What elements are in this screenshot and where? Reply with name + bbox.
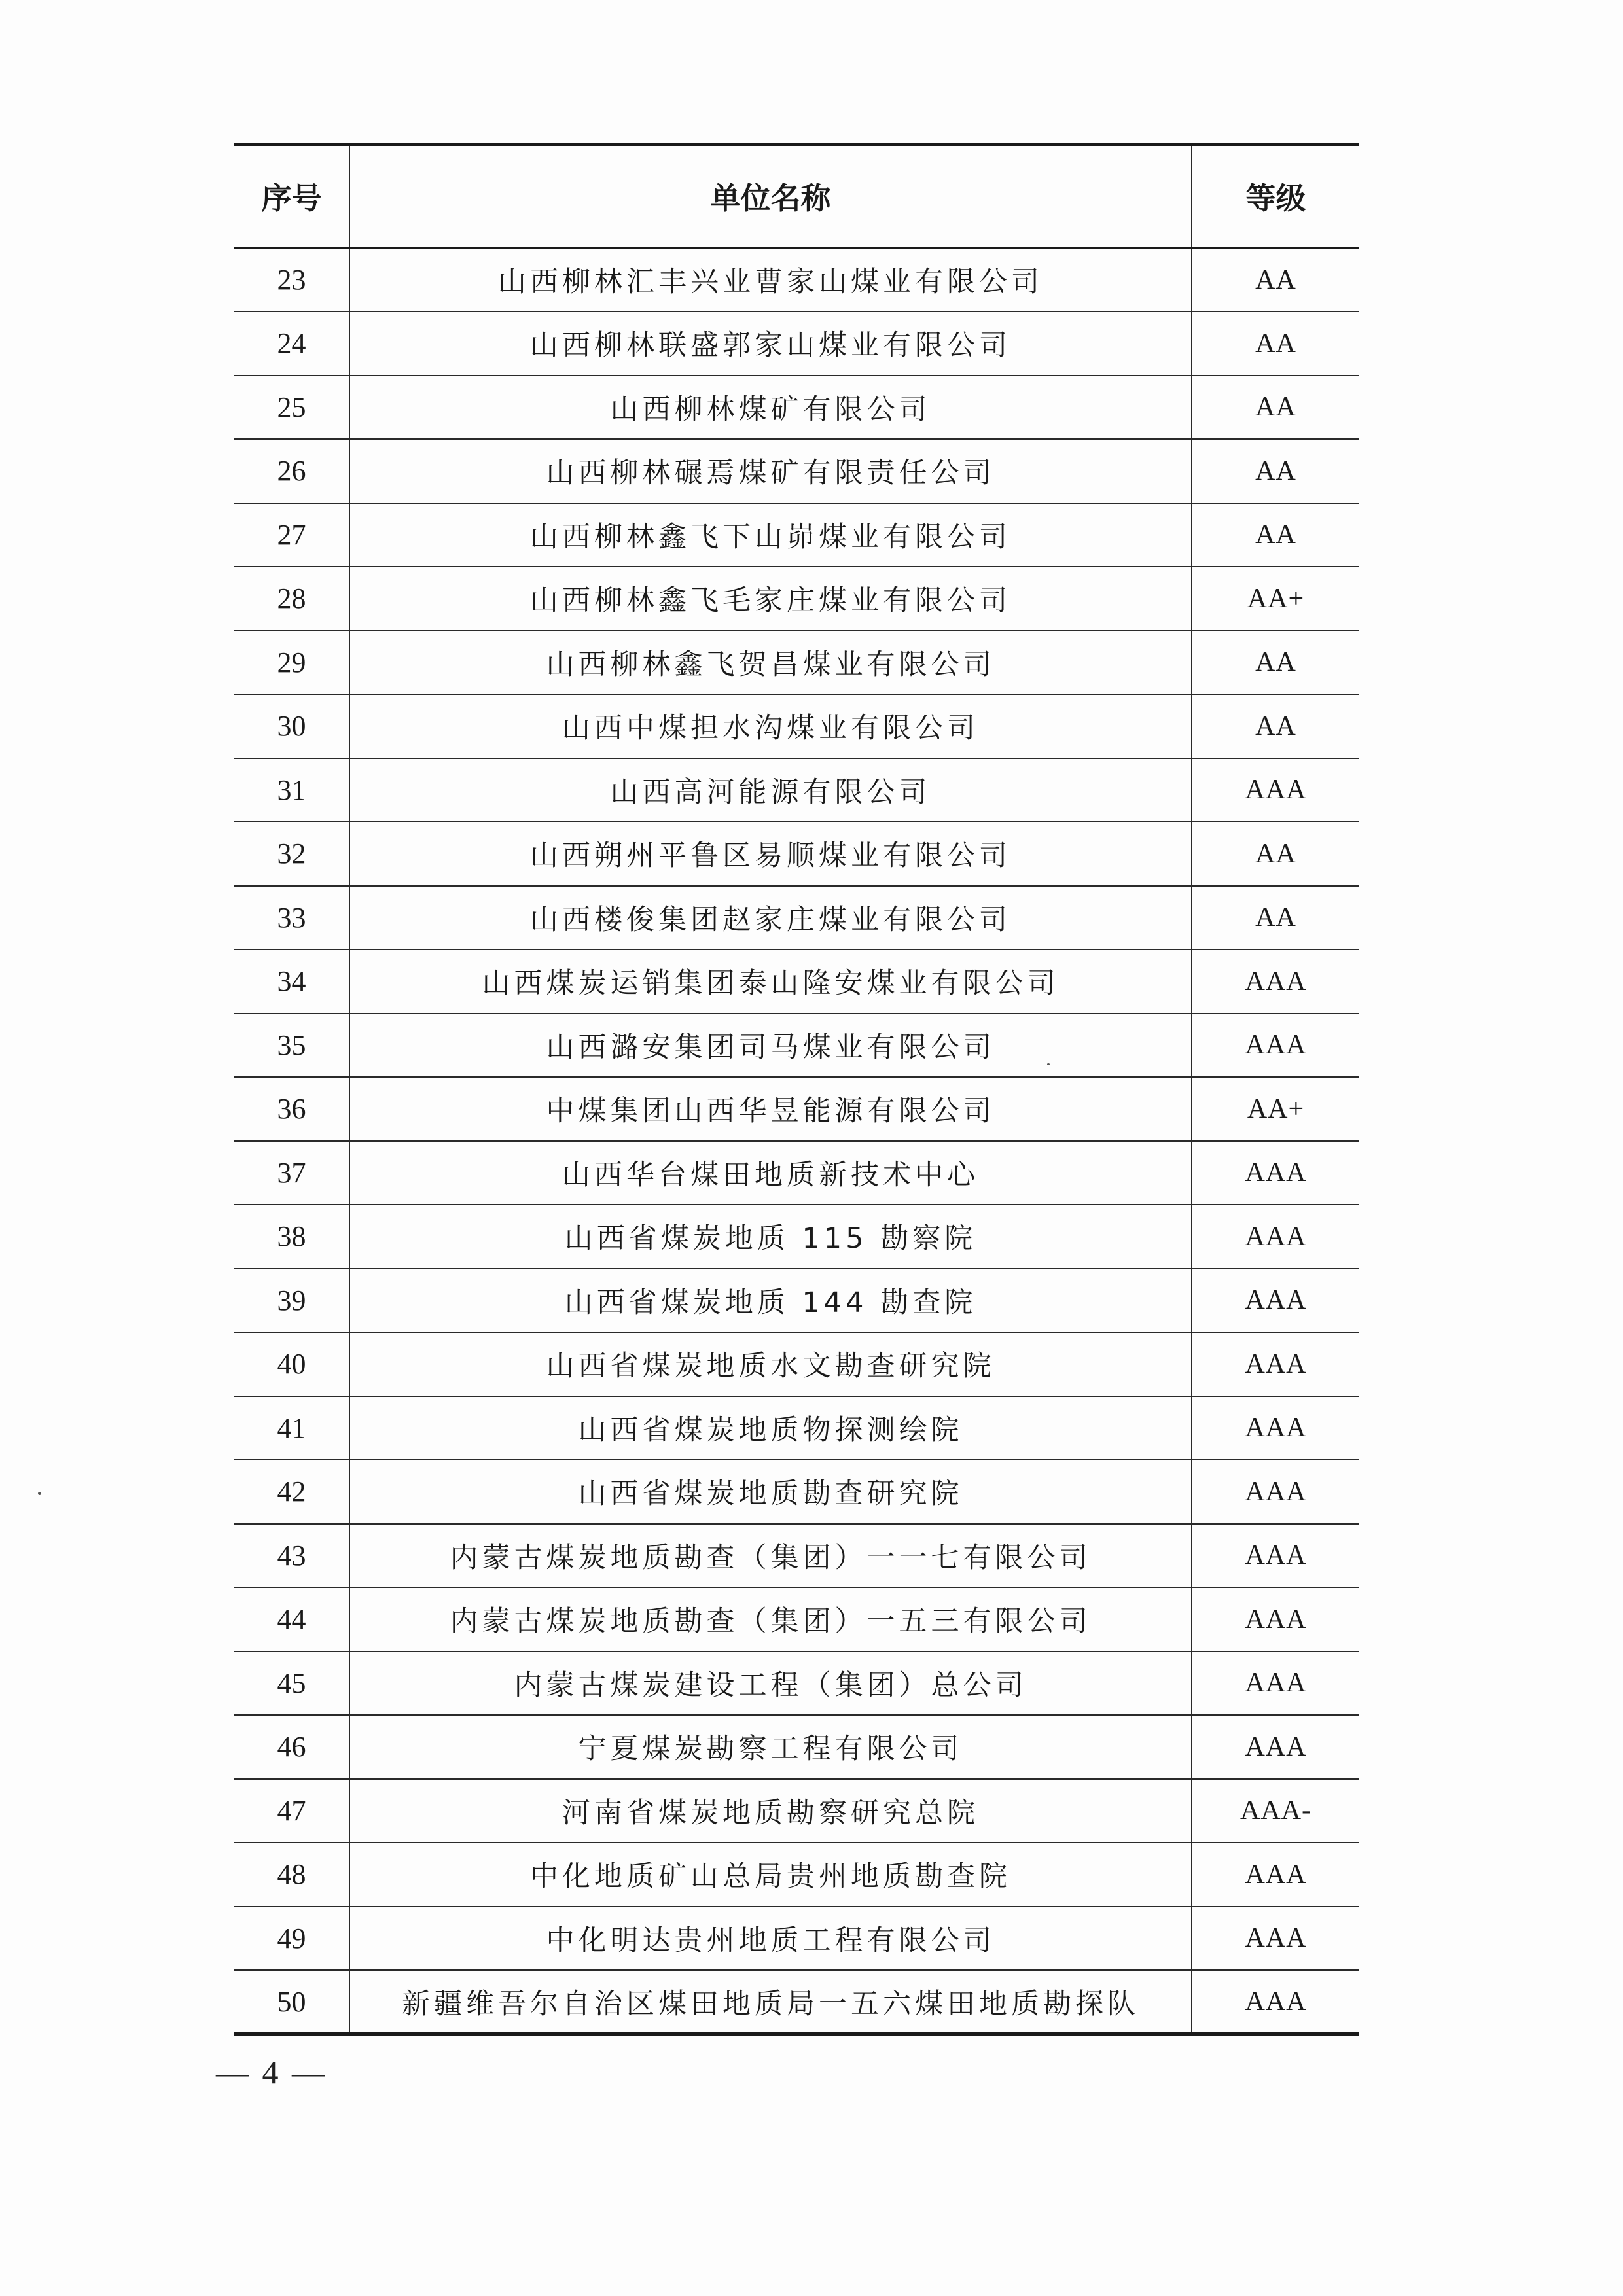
row-seq: 39 [234,1269,349,1333]
row-grade: AAA [1192,1460,1359,1524]
table-row [234,503,1359,567]
row-seq: 50 [234,1970,349,2034]
row-grade: AA [1192,248,1359,312]
table-row [234,758,1359,822]
row-seq: 49 [234,1907,349,1971]
table-header [234,145,1359,248]
row-seq: 36 [234,1077,349,1141]
table-row [234,1651,1359,1716]
row-grade: AAA [1192,1014,1359,1078]
table-body [234,248,1359,2034]
row-grade: AA [1192,311,1359,376]
row-grade: AAA [1192,1651,1359,1716]
row-grade: AAA [1192,1332,1359,1396]
row-seq: 38 [234,1205,349,1269]
row-grade: AAA [1192,758,1359,822]
row-unit-name: 山西省煤炭地质 144 勘查院 [349,1269,1192,1333]
row-grade: AAA [1192,1205,1359,1269]
table-row [234,1779,1359,1843]
row-unit-name: 宁夏煤炭勘察工程有限公司 [349,1715,1192,1779]
row-grade: AAA- [1192,1779,1359,1843]
row-unit-name: 山西柳林鑫飞下山峁煤业有限公司 [349,503,1192,567]
table-row [234,1396,1359,1460]
page-number: — 4 — [216,2054,327,2091]
row-seq: 25 [234,376,349,440]
row-unit-name: 山西潞安集团司马煤业有限公司 [349,1014,1192,1078]
row-unit-name: 中化明达贵州地质工程有限公司 [349,1907,1192,1971]
table-row [234,1715,1359,1779]
table-row [234,311,1359,376]
row-unit-name: 河南省煤炭地质勘察研究总院 [349,1779,1192,1843]
row-unit-name: 山西省煤炭地质 115 勘察院 [349,1205,1192,1269]
table-row [234,1205,1359,1269]
row-seq: 24 [234,311,349,376]
row-grade: AA+ [1192,567,1359,631]
table-row [234,376,1359,440]
row-grade: AA [1192,822,1359,886]
row-seq: 46 [234,1715,349,1779]
row-unit-name: 山西柳林煤矿有限公司 [349,376,1192,440]
scan-speck [1047,1063,1050,1065]
row-grade: AAA [1192,1524,1359,1588]
row-unit-name: 山西楼俊集团赵家庄煤业有限公司 [349,886,1192,950]
row-seq: 41 [234,1396,349,1460]
row-unit-name: 新疆维吾尔自治区煤田地质局一五六煤田地质勘探队 [349,1970,1192,2034]
row-unit-name: 内蒙古煤炭地质勘查（集团）一五三有限公司 [349,1587,1192,1651]
table-row [234,822,1359,886]
table-row [234,949,1359,1014]
row-seq: 42 [234,1460,349,1524]
row-unit-name: 山西柳林碾焉煤矿有限责任公司 [349,439,1192,503]
row-unit-name: 山西柳林鑫飞毛家庄煤业有限公司 [349,567,1192,631]
row-grade: AAA [1192,1970,1359,2034]
table-row [234,886,1359,950]
row-seq: 34 [234,949,349,1014]
table-row [234,248,1359,312]
row-unit-name: 山西柳林汇丰兴业曹家山煤业有限公司 [349,248,1192,312]
row-grade: AA [1192,376,1359,440]
table-row [234,1907,1359,1971]
row-seq: 29 [234,631,349,695]
row-unit-name: 山西省煤炭地质水文勘查研究院 [349,1332,1192,1396]
table-row [234,1970,1359,2034]
row-unit-name: 山西柳林联盛郭家山煤业有限公司 [349,311,1192,376]
row-seq: 45 [234,1651,349,1716]
table-row [234,1077,1359,1141]
table-row [234,1524,1359,1588]
row-grade: AA [1192,439,1359,503]
row-unit-name: 中煤集团山西华昱能源有限公司 [349,1077,1192,1141]
row-grade: AA [1192,694,1359,758]
table-row [234,567,1359,631]
row-unit-name: 山西煤炭运销集团泰山隆安煤业有限公司 [349,949,1192,1014]
table-row [234,694,1359,758]
row-grade: AA+ [1192,1077,1359,1141]
row-seq: 40 [234,1332,349,1396]
row-unit-name: 山西柳林鑫飞贺昌煤业有限公司 [349,631,1192,695]
row-seq: 48 [234,1843,349,1907]
row-grade: AA [1192,503,1359,567]
table-row [234,631,1359,695]
row-seq: 35 [234,1014,349,1078]
row-unit-name: 山西华台煤田地质新技术中心 [349,1141,1192,1205]
row-unit-name: 内蒙古煤炭地质勘查（集团）一一七有限公司 [349,1524,1192,1588]
row-seq: 32 [234,822,349,886]
row-unit-name: 山西中煤担水沟煤业有限公司 [349,694,1192,758]
table-row [234,1460,1359,1524]
row-grade: AAA [1192,1715,1359,1779]
header-unit-name: 单位名称 [349,145,1192,248]
header-seq: 序号 [234,145,349,248]
row-grade: AAA [1192,1396,1359,1460]
row-grade: AAA [1192,1907,1359,1971]
row-seq: 26 [234,439,349,503]
row-seq: 37 [234,1141,349,1205]
table-row [234,1014,1359,1078]
row-seq: 28 [234,567,349,631]
row-seq: 30 [234,694,349,758]
row-seq: 43 [234,1524,349,1588]
row-seq: 44 [234,1587,349,1651]
table-row [234,1141,1359,1205]
row-unit-name: 山西省煤炭地质物探测绘院 [349,1396,1192,1460]
row-seq: 27 [234,503,349,567]
header-grade: 等级 [1192,145,1359,248]
credit-grade-table [234,143,1359,2036]
row-unit-name: 山西省煤炭地质勘查研究院 [349,1460,1192,1524]
row-seq: 33 [234,886,349,950]
table-row [234,1587,1359,1651]
row-seq: 31 [234,758,349,822]
row-unit-name: 内蒙古煤炭建设工程（集团）总公司 [349,1651,1192,1716]
row-grade: AA [1192,631,1359,695]
row-unit-name: 山西高河能源有限公司 [349,758,1192,822]
row-grade: AA [1192,886,1359,950]
table-row [234,1269,1359,1333]
scan-speck [38,1492,41,1495]
header-row [234,145,1359,248]
row-seq: 23 [234,248,349,312]
row-grade: AAA [1192,1269,1359,1333]
row-unit-name: 山西朔州平鲁区易顺煤业有限公司 [349,822,1192,886]
row-grade: AAA [1192,1141,1359,1205]
row-unit-name: 中化地质矿山总局贵州地质勘查院 [349,1843,1192,1907]
table-row [234,439,1359,503]
table-row [234,1843,1359,1907]
row-grade: AAA [1192,949,1359,1014]
row-grade: AAA [1192,1843,1359,1907]
table-row [234,1332,1359,1396]
row-grade: AAA [1192,1587,1359,1651]
row-seq: 47 [234,1779,349,1843]
